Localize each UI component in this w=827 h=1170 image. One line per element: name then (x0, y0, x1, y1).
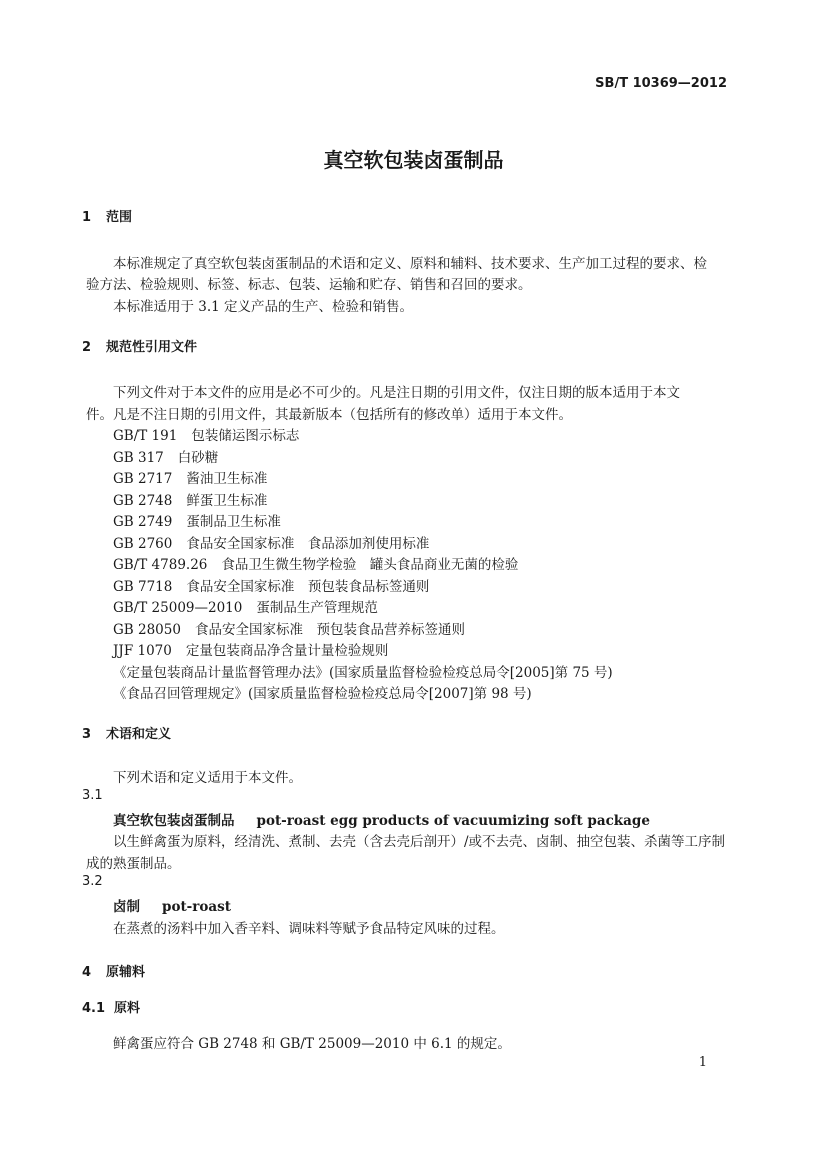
subsection-4-1-text: 鲜禽蛋应符合 GB 2748 和 GB/T 25009—2010 中 6.1 的规定。 (113, 1036, 511, 1052)
reference-item (113, 446, 218, 466)
subsection-number: 4.1 (82, 1001, 106, 1016)
page-number: 1 (698, 1055, 707, 1070)
reference-item (113, 639, 388, 659)
term-definition-line2: 成的熟蛋制品。 (86, 856, 181, 872)
ref-title: 食品安全国家标准 预包装食品营养标签通则 (194, 622, 465, 638)
ref-code: GB 7718 (113, 579, 173, 595)
sec2-intro-line2: 件。凡是不注日期的引用文件，其最新版本（包括所有的修改单）适用于本文件。 (86, 407, 572, 423)
ref-title: 鲜蛋卫生标准 (186, 493, 268, 509)
term-heading (113, 809, 650, 829)
ref-code: GB/T 191 (113, 428, 178, 444)
section-title: 术语和定义 (106, 727, 172, 742)
ref-code: GB/T 25009—2010 (113, 600, 243, 616)
sec1-para2: 本标准适用于 3.1 定义产品的生产、检验和销售。 (113, 299, 414, 315)
term-cn: 卤制 (113, 899, 140, 915)
ref-title: 白砂糖 (177, 450, 219, 466)
term-en: pot-roast egg products of vacuumizing soft package (256, 813, 650, 829)
section-title: 范围 (106, 210, 133, 225)
ref-code: GB 2749 (113, 514, 173, 530)
section-4-heading (82, 961, 145, 980)
ref-title: 食品卫生微生物学检验 罐头食品商业无菌的检验 (221, 557, 519, 573)
regulation-item: 《食品召回管理规定》(国家质量监督检验检疫总局令[2007]第 98 号) (113, 686, 532, 702)
section-3-heading (82, 723, 171, 742)
standard-number: SB/T 10369—2012 (595, 76, 727, 91)
section-1-heading (82, 206, 132, 225)
reference-item (113, 467, 267, 487)
ref-title: 酱油卫生标准 (186, 471, 268, 487)
term-cn: 真空软包装卤蛋制品 (113, 813, 235, 829)
ref-title: 定量包装商品净含量计量检验规则 (185, 643, 389, 659)
sec2-intro-line1: 下列文件对于本文件的应用是必不可少的。凡是注日期的引用文件，仅注日期的版本适用于本文 (113, 385, 680, 401)
section-number: 4 (82, 965, 92, 980)
reference-item (113, 575, 429, 595)
term-en: pot-roast (162, 899, 231, 915)
ref-title: 食品安全国家标准 食品添加剂使用标准 (186, 536, 430, 552)
ref-title: 蛋制品卫生标准 (186, 514, 281, 530)
ref-code: GB 2748 (113, 493, 173, 509)
reference-item (113, 553, 518, 573)
ref-title: 食品安全国家标准 预包装食品标签通则 (186, 579, 430, 595)
reference-item (113, 618, 465, 638)
sec1-para1-line1: 本标准规定了真空软包装卤蛋制品的术语和定义、原料和辅料、技术要求、生产加工过程的要求、检 (113, 256, 707, 272)
subsection-title: 原料 (114, 1001, 141, 1016)
ref-title: 蛋制品生产管理规范 (256, 600, 378, 616)
section-title: 规范性引用文件 (106, 340, 198, 355)
ref-code: GB 2760 (113, 536, 173, 552)
sec3-intro: 下列术语和定义适用于本文件。 (113, 770, 302, 786)
term-number: 3.1 (82, 788, 103, 803)
ref-code: GB 28050 (113, 622, 181, 638)
ref-code: GB 2717 (113, 471, 173, 487)
reference-item (113, 596, 378, 616)
ref-code: GB/T 4789.26 (113, 557, 208, 573)
ref-code: GB 317 (113, 450, 164, 466)
reference-item (113, 532, 429, 552)
subsection-4-1-heading (82, 997, 140, 1016)
section-title: 原辅料 (106, 965, 146, 980)
term-heading (113, 895, 231, 915)
document-title: 真空软包装卤蛋制品 (323, 148, 504, 172)
reference-item (113, 489, 267, 509)
ref-code: JJF 1070 (113, 643, 172, 659)
section-2-heading (82, 336, 197, 355)
section-number: 1 (82, 210, 92, 225)
section-number: 2 (82, 340, 92, 355)
regulation-item: 《定量包装商品计量监督管理办法》(国家质量监督检验检疫总局令[2005]第 75 号) (113, 665, 613, 681)
ref-title: 包装储运图示标志 (191, 428, 300, 444)
section-number: 3 (82, 727, 92, 742)
reference-item (113, 510, 281, 530)
term-definition-line1: 以生鲜禽蛋为原料，经清洗、煮制、去壳（含去壳后剖开）/或不去壳、卤制、抽空包装、杀菌等工序制 (113, 834, 726, 850)
term-number: 3.2 (82, 874, 103, 889)
sec1-para1-line2: 验方法、检验规则、标签、标志、包装、运输和贮存、销售和召回的要求。 (86, 277, 532, 293)
reference-item (113, 424, 299, 444)
term-definition: 在蒸煮的汤料中加入香辛料、调味料等赋予食品特定风味的过程。 (113, 921, 505, 937)
